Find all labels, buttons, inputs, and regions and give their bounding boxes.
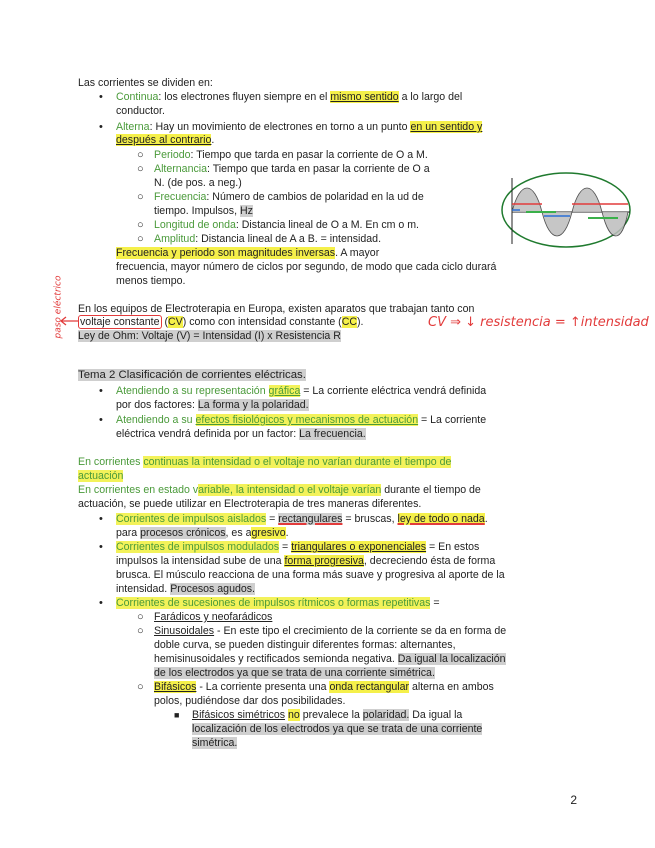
intro-line: Las corrientes se dividen en:	[78, 77, 213, 89]
sinusoidales-line: Sinusoidales - En este tipo el crecimiento de la corriente se da en forma de	[154, 625, 507, 637]
faradicos-line: Farádicos y neofarádicos	[154, 611, 273, 623]
alterna-line: Alterna: Hay un movimiento de electrones en torno a un punto en un sentido y	[116, 121, 483, 133]
bifasicos-line: Bifásicos - La corriente presenta una onda rectangular alterna en ambos	[154, 681, 494, 693]
ohm-law: Ley de Ohm: Voltaje (V) = Intensidad (I) x Resistencia R	[78, 330, 341, 342]
europe-line1: En los equipos de Electroterapia en Europa, existen aparatos que trabajan tanto con	[78, 303, 475, 315]
handwritten-note: CV ⇒ ↓ resistencia = ↑intensidad	[428, 315, 649, 330]
tema2-item1: Atendiendo a su representación gráfica = La corriente eléctrica vendrá definida	[116, 385, 487, 397]
frecuencia-line: Frecuencia: Número de cambios de polaridad en la ud de	[154, 191, 424, 203]
tema2-item2: Atendiendo a su efectos fisiológicos y mecanismos de actuación = La corriente	[116, 414, 487, 426]
continua-line2: conductor.	[116, 105, 165, 117]
continua-term: Continua	[116, 91, 159, 103]
alterna-line2: después al contrario.	[116, 134, 215, 146]
page-number: 2	[570, 793, 577, 807]
section-title: Tema 2 Clasificación de corrientes eléctricas.	[78, 369, 306, 381]
continua-line: Continua: los electrones fluyen siempre en el mismo sentido a lo largo del	[116, 91, 463, 103]
continuas-line1: En corrientes continuas la intensidad o el voltaje no varían durante el tiempo de	[78, 456, 452, 468]
impulsos-aislados-line: Corrientes de impulsos aislados = rectangulares = bruscas, ley de todo o nada.	[116, 513, 488, 525]
alternancia-line: Alternancia: Tiempo que tarda en pasar la corriente de O a	[154, 163, 430, 175]
europe-line2: voltaje constante (CV) como con intensidad constante (CC).	[80, 316, 364, 328]
boxed-term: voltaje constante	[80, 316, 160, 328]
longitud-line: Longitud de onda: Distancia lineal de O a M. En cm o m.	[154, 219, 419, 231]
bullet: •	[99, 91, 103, 103]
amplitud-line: Amplitud: Distancia lineal de A a B. = intensidad.	[154, 233, 382, 245]
periodo-line: Periodo: Tiempo que tarda en pasar la corriente de O a M.	[154, 149, 428, 161]
bifasicos-simetricos-line: Bifásicos simétricos no prevalece la polaridad. Da igual la	[192, 709, 463, 721]
alterna-term: Alterna	[116, 121, 150, 133]
wave-diagram	[500, 170, 635, 250]
variable-line1: En corrientes en estado variable, la intensidad o el voltaje varían durante el tiempo de	[78, 484, 481, 496]
handwritten-side-note: paso eléctrico	[53, 275, 64, 339]
impulsos-modulados-line: Corrientes de impulsos modulados = triangulares o exponenciales = En estos	[116, 541, 480, 553]
freq-note-line: Frecuencia y periodo son magnitudes inversas. A mayor	[116, 247, 380, 259]
bullet: •	[99, 121, 103, 133]
sucesiones-line: Corrientes de sucesiones de impulsos rítmicos o formas repetitivas =	[116, 597, 440, 609]
document-page: Las corrientes se dividen en: • Continua: los electrones fluyen siempre en el mismo sentido a lo largo del conductor. • Alterna: Hay un movimiento de electrones en torno a un punto en un sentido y después al contrario. ○ Periodo: Tiempo que tarda en pasar la corriente de O a M. ○ Alternancia: Tiempo que tarda en pasar la corriente de O a N. (de pos. a neg.) ○ Frecuencia: Número de cambios de polaridad en la ud de tiempo. Impulsos, Hz ○ Longitud de onda: Distancia lineal de O a M. En cm o m. ○ Amplitud: Distancia lineal de A a B. = intensidad. Frecuencia y periodo son magnitudes inversas. A mayor frecuencia, mayor número de ciclos por segundo, de modo que cada ciclo durará menos tiempo. En los equipos de Electroterapia en Europa, existen aparatos que trabajan tanto con voltaje constante (CV) como con intensidad constante (CC). Ley de Ohm: Voltaje (V) = Intensidad (I) x Resistencia R CV ⇒ ↓ resistencia = ↑intensidad paso eléctrico Tema 2 Clasificación de corrientes eléctricas. • Atendiendo a su representación gráfica = La corriente eléctrica vendrá definida por dos factores: La forma y la polaridad. • Atendiendo a su efectos fisiológicos y mecanismos de actuación = La corriente eléctrica vendrá definida por un factor: La frecuencia. En corrientes continuas la intensidad o el voltaje no varían durante el tiempo de actuación En corrientes en estado variable, la intensidad o el voltaje varían durante el tiempo de actuación, se puede utilizar en Electroterapia de tres maneras diferentes. • Corrientes de impulsos aislados = rectangulares = bruscas, ley de todo o nada. para procesos crónicos, es agresivo. • Corrientes de impulsos modulados = triangulares o exponenciales = En estos impulsos la intensidad sube de una forma progresiva, decreciendo ésta de forma brusca. El músculo reacciona de una forma más suave y progresiva al aporte de la intensidad. Procesos agudos. • Corrientes de sucesiones de impulsos rítmicos o formas repetitivas = ○ Farádicos y neofarádicos ○ Sinusoidales - En este tipo el crecimiento de la corriente se da en forma de doble curva, se pueden distinguir diferentes formas: alternantes, hemisinusoidales y rectificados semionda negativa. Da igual la localización de los electrodos ya que se trata de una corriente simétrica. ○ Bifásicos - La corriente presenta una onda rectangular alterna en ambos polos, pudiéndose dar dos posibilidades. ■ Bifásicos simétricos no prevalece la polaridad. Da igual la localización de los electrodos ya que se trata de una corriente simétrica. 2	[53, 77, 649, 807]
continua-highlight: mismo sentido	[330, 91, 399, 103]
